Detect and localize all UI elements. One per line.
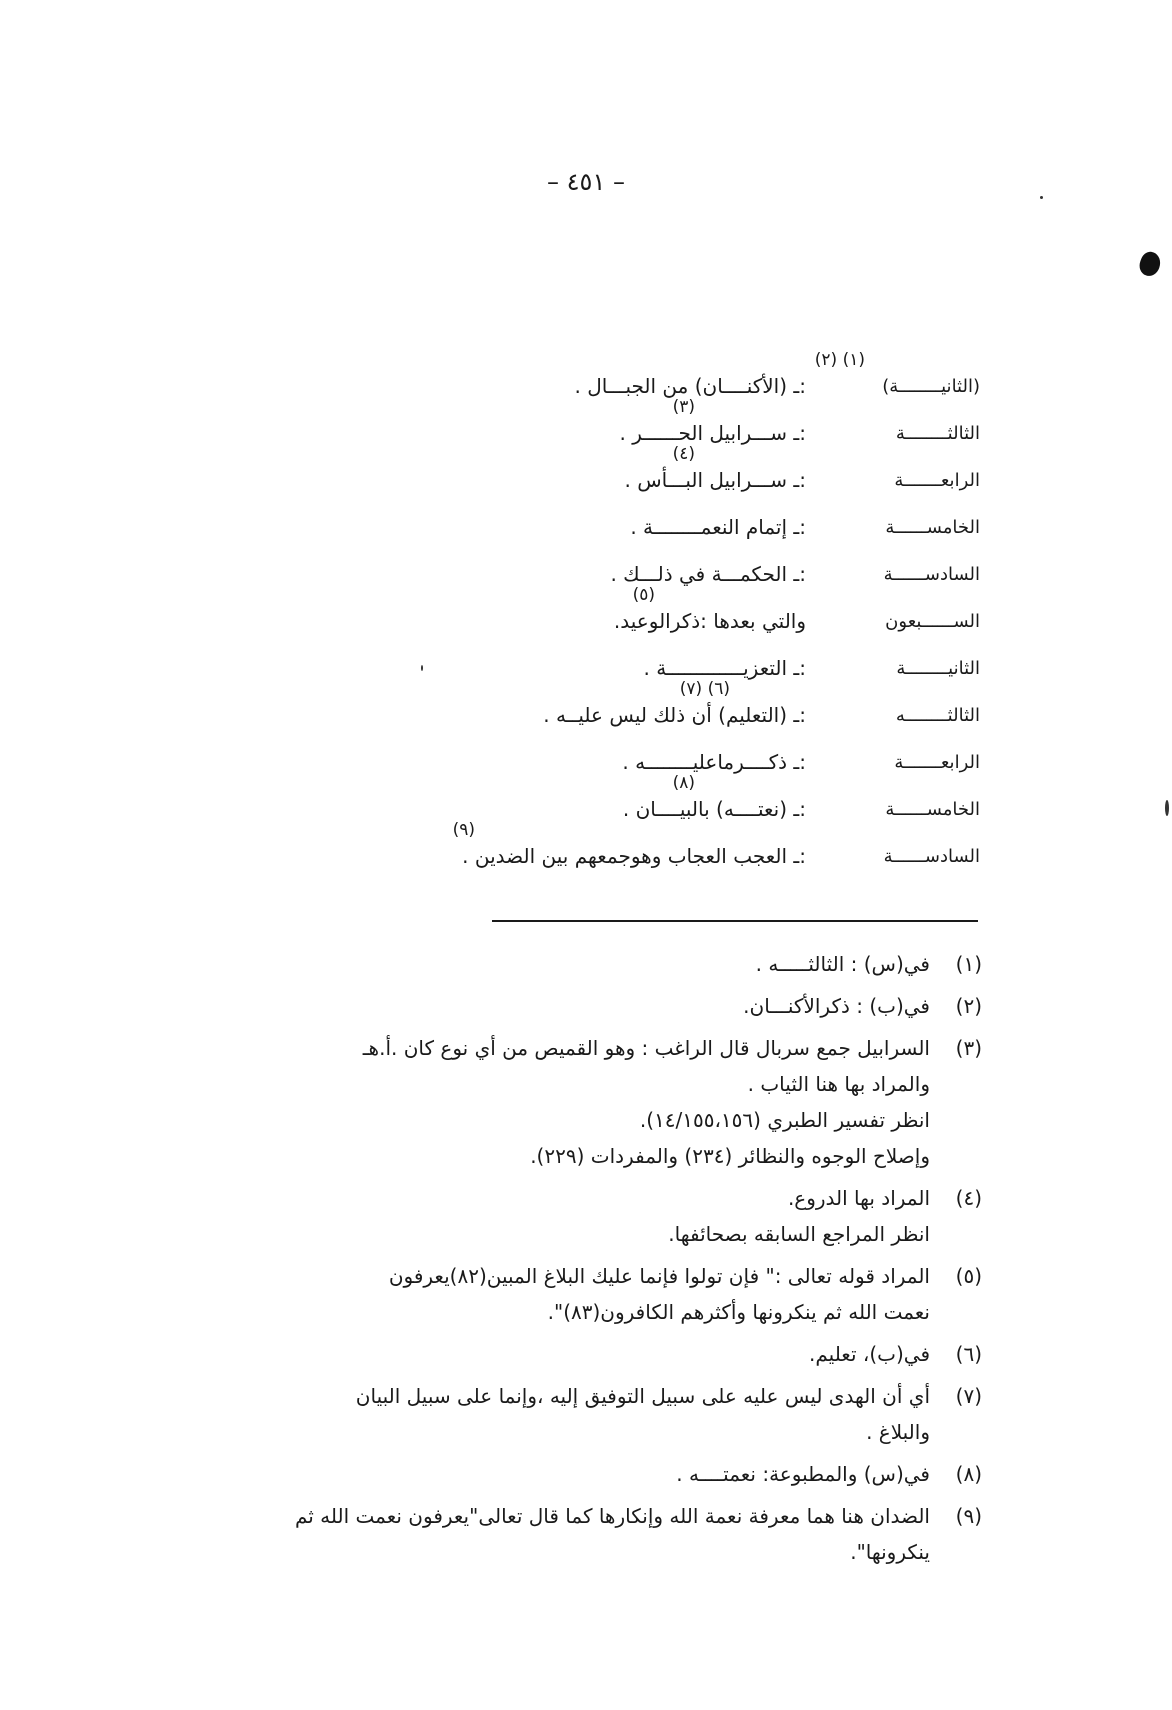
footnote (110, 1180, 982, 1252)
footnote-line: في(س) : الثالثـــــه . (755, 952, 930, 976)
list-item-text: :ـ ســـرابيل البـــأس . (624, 468, 806, 492)
footnote-line: في(ب) : ذكرالأكنـــان. (743, 994, 930, 1018)
list-item-text: :ـ (نعتــــه) بالبيــــان . (622, 797, 806, 821)
list-item-label: الثانيــــــــة (896, 658, 980, 679)
list-item (420, 820, 980, 887)
list-item (420, 585, 980, 652)
footnote-line: المراد قوله تعالى :" فإن تولوا فإنما عليك البلاغ المبين(٨٢)يعرفون (388, 1264, 930, 1288)
footnote-number: (٢) (955, 994, 982, 1018)
list-item (420, 350, 980, 417)
footnote-line: في(ب)، تعليم. (808, 1342, 930, 1366)
footnote-marker: (٩) (452, 820, 475, 840)
list-item (420, 444, 980, 511)
footnote-marker: (٥) (632, 585, 655, 605)
footnote-number: (٨) (955, 1462, 982, 1486)
footnote (110, 1030, 982, 1174)
footnote-line: أي أن الهدى ليس عليه على سبيل التوفيق إليه ،وإنما على سبيل البيان (355, 1384, 930, 1408)
footnote (110, 1336, 982, 1372)
list-item-label: الرابعـــــــة (894, 470, 980, 491)
footnote-number: (١) (955, 952, 982, 976)
list-item (420, 773, 980, 840)
enumerated-list (420, 350, 980, 887)
footnote-marker: (٣) (672, 397, 695, 417)
footnote (110, 988, 982, 1024)
list-item-text: :ـ إتمام النعمــــــــة . (630, 515, 806, 539)
list-item (420, 558, 980, 605)
list-item-label: الخامســــــة (885, 799, 980, 820)
footnote-markers: (٦) (٧) (679, 679, 730, 699)
list-item-text: :ـ الحكمـــة في ذلـــك . (610, 562, 806, 586)
list-item (420, 746, 980, 793)
list-item (420, 397, 980, 464)
list-item-label: الخامســــــة (885, 517, 980, 538)
footnote-number: (٣) (955, 1036, 982, 1060)
footnote (110, 1258, 982, 1330)
footnote-line: انظر تفسير الطبري (١٤/١٥٥،١٥٦). (639, 1108, 930, 1132)
list-item-label: السادســــــة (883, 564, 980, 585)
list-item-text: :ـ ســـرابيل الحــــــر . (619, 421, 806, 445)
footnote-line: الضدان هنا هما معرفة نعمة الله وإنكارها كما قال تعالى"يعرفون نعمت الله ثم (294, 1504, 930, 1528)
list-item-text: :ـ (الأكنــــان) من الجبـــال . (574, 374, 806, 398)
list-item-text: :ـ ذكــــرماعليــــــــه . (622, 750, 806, 774)
list-item-label: السادســــــة (883, 846, 980, 867)
footnote (110, 1456, 982, 1492)
list-item (420, 511, 980, 558)
footnotes (110, 940, 982, 1570)
list-item-label: الرابعـــــــة (894, 752, 980, 773)
footnote-number: (٩) (955, 1504, 982, 1528)
ink-speck (1040, 196, 1043, 199)
list-item-label: الثالثــــــــه (895, 705, 980, 726)
footnote-number: (٥) (955, 1264, 982, 1288)
footnote-line: وإصلاح الوجوه والنظائر (٢٣٤) والمفردات (٢٢٩). (530, 1144, 930, 1168)
footnote-line: ينكرونها". (850, 1540, 930, 1564)
page-number: – ٤٥١ – (547, 168, 625, 196)
list-item-text: :ـ التعزيـــــــــــــة . (643, 656, 806, 680)
footnote-markers: (١) (٢) (814, 350, 865, 370)
footnote-line: في(س) والمطبوعة: نعمتــــه . (676, 1462, 930, 1486)
footnote-line: انظر المراجع السابقه بصحائفها. (668, 1222, 930, 1246)
footnote (110, 1498, 982, 1570)
list-item-text: والتي بعدها :ذكرالوعيد. (613, 609, 806, 633)
footnote-line: والبلاغ . (866, 1420, 930, 1444)
footnote (110, 1378, 982, 1450)
footnote-marker: (٤) (672, 444, 695, 464)
ink-blot (1136, 249, 1163, 278)
footnote (110, 946, 982, 982)
footnote-number: (٦) (955, 1342, 982, 1366)
list-item-label: الســــــبعون (885, 611, 980, 632)
footnote-number: (٤) (955, 1186, 982, 1210)
footnote-number: (٧) (955, 1384, 982, 1408)
footnote-line: المراد بها الدروع. (787, 1186, 930, 1210)
list-item (420, 679, 980, 746)
footnote-line: نعمت الله ثم ينكرونها وأكثرهم الكافرون(٨٣)". (547, 1300, 930, 1324)
list-item-label: (الثانيــــــــة) (882, 376, 980, 397)
footnote-line: السرابيل جمع سربال قال الراغب : وهو القميص من أي نوع كان .أ.هـ (362, 1036, 930, 1060)
list-item-label: الثالثــــــــة (895, 423, 980, 444)
list-item-text: :ـ (التعليم) أن ذلك ليس عليــه . (543, 703, 806, 727)
list-item-text: :ـ العجب العجاب وهوجمعهم بين الضدين . (462, 844, 806, 868)
footnote-marker: (٨) (672, 773, 695, 793)
footnote-divider (492, 920, 978, 922)
ink-speck (1165, 800, 1169, 816)
footnote-line: والمراد بها هنا الثياب . (747, 1072, 930, 1096)
